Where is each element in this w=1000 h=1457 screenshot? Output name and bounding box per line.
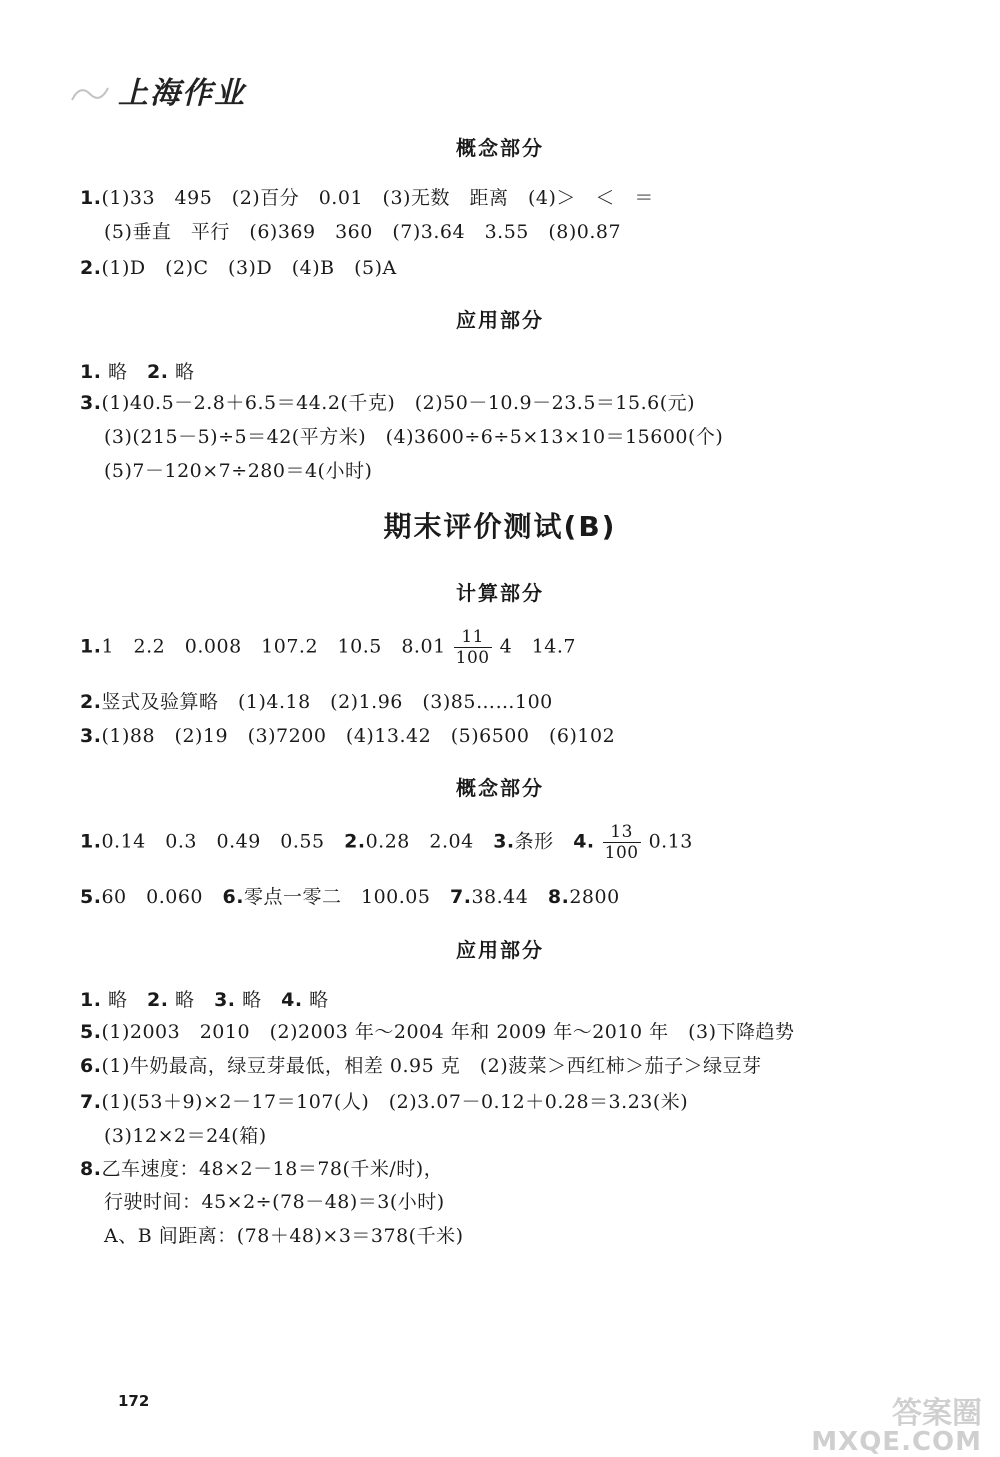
watermark-url: MXQE.COM — [811, 1427, 982, 1457]
page-number: 172 — [118, 1392, 150, 1410]
answer-text: 略 — [309, 989, 329, 1011]
answer-line — [80, 1017, 795, 1044]
answer-line — [80, 357, 195, 384]
answer-line: (3)(215－5)÷5＝42(平方米) (4)3600÷6÷5×13×10＝15600(个) — [104, 426, 724, 448]
answer-text: (1)牛奶最高，绿豆芽最低，相差 0.95 克 (2)菠菜＞西红柿＞茄子＞绿豆芽 — [101, 1055, 762, 1077]
answer-text: 乙车速度：48×2－18＝78(千米/时)， — [101, 1158, 444, 1180]
answer-line — [80, 627, 576, 668]
answer-line: (5)垂直 平行 (6)369 360 (7)3.64 3.55 (8)0.87 — [104, 221, 622, 243]
answer-text: (1)40.5－2.8＋6.5＝44.2(千克) (2)50－10.9－23.5＝15.6(元) — [101, 392, 696, 414]
watermark-text: 答案圈 — [892, 1396, 982, 1431]
answer-line — [80, 687, 553, 714]
fraction-denominator: 100 — [604, 843, 639, 863]
item-number: 3. — [214, 989, 236, 1011]
item-number: 2. — [344, 830, 366, 853]
answer-line — [80, 721, 615, 748]
item-number: 2. — [80, 691, 102, 713]
answer-text: 略 — [242, 989, 262, 1011]
answer-line: A、B 间距离：(78＋48)×3＝378(千米) — [104, 1225, 464, 1247]
answer-text: 0.28 2.04 — [365, 830, 474, 853]
answer-line — [80, 1051, 762, 1078]
item-number: 1. — [80, 635, 102, 658]
answer-line — [80, 822, 693, 863]
answer-text: 0.13 — [648, 830, 693, 853]
item-number: 1. — [80, 361, 102, 383]
item-number: 4. — [573, 830, 595, 853]
fraction — [603, 822, 641, 863]
answer-text: 2800 — [569, 886, 620, 908]
item-number: 2. — [147, 361, 169, 383]
section-title-apply-b: 应用部分 — [456, 938, 544, 962]
answer-line — [80, 388, 695, 415]
answer-line — [80, 882, 620, 909]
answer-line — [80, 183, 654, 210]
section-title-concept-b: 概念部分 — [456, 776, 544, 800]
item-number: 8. — [80, 1158, 102, 1180]
answer-text: 零点一零二 100.05 — [244, 886, 431, 908]
answer-line — [80, 1154, 443, 1181]
answer-line: 行驶时间：45×2÷(78－48)＝3(小时) — [104, 1191, 445, 1213]
answer-line: (3)12×2＝24(箱) — [104, 1125, 267, 1147]
answer-text: (1)(53＋9)×2－17＝107(人) (2)3.07－0.12＋0.28＝3.23(米) — [101, 1091, 689, 1113]
answer-text: (1)33 495 (2)百分 0.01 (3)无数 距离 (4)＞ ＜ ＝ — [101, 187, 654, 209]
fraction — [454, 627, 492, 668]
item-number: 6. — [222, 886, 244, 908]
item-number: 1. — [80, 989, 102, 1011]
answer-text: 0.14 0.3 0.49 0.55 — [101, 830, 325, 853]
answer-line — [80, 985, 329, 1012]
item-number: 5. — [80, 1021, 102, 1043]
item-number: 2. — [80, 257, 102, 279]
item-number: 3. — [80, 392, 102, 414]
section-title-apply: 应用部分 — [456, 308, 544, 332]
answer-text: 38.44 — [471, 886, 529, 908]
answer-text: 条形 — [514, 830, 554, 853]
answer-text: 略 — [108, 361, 128, 383]
exam-title: 期末评价测试(B) — [383, 510, 617, 543]
fraction-denominator: 100 — [455, 648, 490, 668]
section-title-concept: 概念部分 — [456, 136, 544, 160]
answer-text: 略 — [108, 989, 128, 1011]
section-title-calc: 计算部分 — [456, 581, 544, 605]
item-number: 1. — [80, 830, 102, 853]
answer-text: (1)D (2)C (3)D (4)B (5)A — [101, 257, 397, 279]
answer-text: (1)2003 2010 (2)2003 年～2004 年和 2009 年～2010 年 (3)下降趋势 — [101, 1021, 795, 1043]
header-decoration-icon — [70, 80, 110, 104]
fraction-numerator: 11 — [454, 627, 492, 648]
answer-text: (1)88 (2)19 (3)7200 (4)13.42 (5)6500 (6)102 — [101, 725, 616, 747]
item-number: 5. — [80, 886, 102, 908]
item-number: 3. — [493, 830, 515, 853]
item-number: 1. — [80, 187, 102, 209]
answer-line: (5)7－120×7÷280＝4(小时) — [104, 460, 373, 482]
item-number: 3. — [80, 725, 102, 747]
answer-line — [80, 1087, 688, 1114]
item-number: 7. — [80, 1091, 102, 1113]
answer-text: 略 — [175, 361, 195, 383]
item-number: 6. — [80, 1055, 102, 1077]
answer-text: 1 2.2 0.008 107.2 10.5 8.01 — [101, 635, 446, 658]
answer-line — [80, 253, 397, 280]
answer-text: 竖式及验算略 (1)4.18 (2)1.96 (3)85……100 — [101, 691, 553, 713]
fraction-numerator: 13 — [603, 822, 641, 843]
watermark-logo — [811, 1396, 982, 1457]
answer-text: 略 — [175, 989, 195, 1011]
header-logo: 上海作业 — [118, 76, 246, 111]
item-number: 7. — [450, 886, 472, 908]
item-number: 4. — [281, 989, 303, 1011]
answer-text: 60 0.060 — [101, 886, 204, 908]
answer-text: 4 14.7 — [499, 635, 577, 658]
item-number: 8. — [547, 886, 570, 908]
item-number: 2. — [147, 989, 169, 1011]
